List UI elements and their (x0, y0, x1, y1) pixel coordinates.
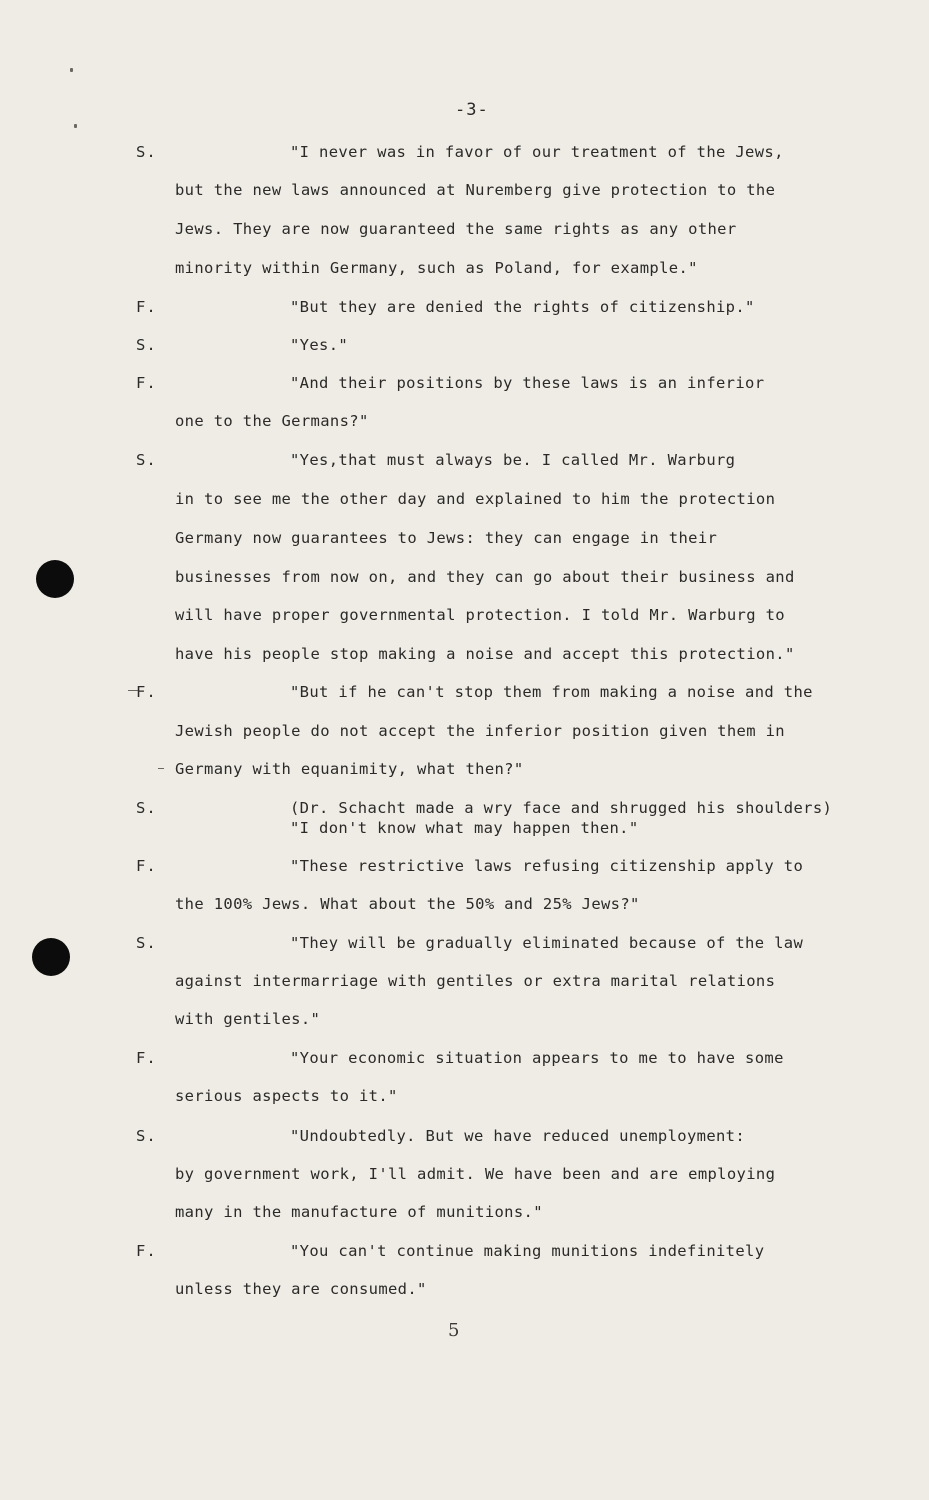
dialogue-line: "Undoubtedly. But we have reduced unemployment: (290, 1127, 746, 1145)
dialogue-line: the 100% Jews. What about the 50% and 25% Jews?" (175, 895, 640, 913)
dialogue-line: Germany now guarantees to Jews: they can engage in their (175, 529, 718, 547)
dialogue-line: "Your economic situation appears to me to have some (290, 1049, 784, 1067)
paper-speck (70, 68, 73, 72)
dialogue-line: "Yes." (290, 336, 349, 354)
punch-hole-bottom (32, 938, 70, 976)
dialogue-line: one to the Germans?" (175, 412, 369, 430)
dialogue-line: minority within Germany, such as Poland, for example." (175, 259, 698, 277)
dialogue-line: will have proper governmental protection. I told Mr. Warburg to (175, 606, 785, 624)
dialogue-line: but the new laws announced at Nuremberg give protection to the (175, 181, 776, 199)
dialogue-line: "Yes,that must always be. I called Mr. Warburg (290, 451, 736, 469)
margin-dash-mark (158, 768, 164, 769)
speaker-label: F. (136, 298, 157, 316)
speaker-label: S. (136, 934, 157, 952)
dialogue-line: by government work, I'll admit. We have been and are employing (175, 1165, 776, 1183)
page-footer-number: 5 (448, 1320, 460, 1341)
dialogue-line: Jewish people do not accept the inferior position given them in (175, 722, 785, 740)
dialogue-line: "You can't continue making munitions indefinitely (290, 1242, 765, 1260)
dialogue-line: "I don't know what may happen then." (290, 819, 639, 837)
speaker-label: S. (136, 799, 157, 817)
dialogue-line: against intermarriage with gentiles or extra marital relations (175, 972, 776, 990)
dialogue-line: Germany with equanimity, what then?" (175, 760, 524, 778)
paper-speck (74, 124, 77, 128)
speaker-label: F. (136, 1049, 157, 1067)
dialogue-line: "But if he can't stop them from making a noise and the (290, 683, 813, 701)
dialogue-line: serious aspects to it." (175, 1087, 398, 1105)
dialogue-line: "I never was in favor of our treatment of the Jews, (290, 143, 784, 161)
dialogue-line: (Dr. Schacht made a wry face and shrugged his shoulders) (290, 799, 833, 817)
dialogue-line: Jews. They are now guaranteed the same rights as any other (175, 220, 737, 238)
dialogue-line: "They will be gradually eliminated because of the law (290, 934, 804, 952)
speaker-label: F. (136, 857, 157, 875)
speaker-label: F. (136, 374, 157, 392)
page-header-number: -3- (455, 100, 489, 120)
dialogue-line: unless they are consumed." (175, 1280, 427, 1298)
dialogue-line: businesses from now on, and they can go about their business and (175, 568, 795, 586)
dialogue-line: "And their positions by these laws is an inferior (290, 374, 765, 392)
dialogue-line: many in the manufacture of munitions." (175, 1203, 543, 1221)
dialogue-line: with gentiles." (175, 1010, 321, 1028)
speaker-label: F. (136, 1242, 157, 1260)
dialogue-line: "But they are denied the rights of citizenship." (290, 298, 755, 316)
speaker-label: S. (136, 1127, 157, 1145)
speaker-label: S. (136, 451, 157, 469)
speaker-label: S. (136, 143, 157, 161)
dialogue-line: "These restrictive laws refusing citizenship apply to (290, 857, 804, 875)
speaker-label: S. (136, 336, 157, 354)
speaker-label: F. (136, 683, 157, 701)
dialogue-line: have his people stop making a noise and accept this protection." (175, 645, 795, 663)
dialogue-line: in to see me the other day and explained to him the protection (175, 490, 776, 508)
punch-hole-top (36, 560, 74, 598)
